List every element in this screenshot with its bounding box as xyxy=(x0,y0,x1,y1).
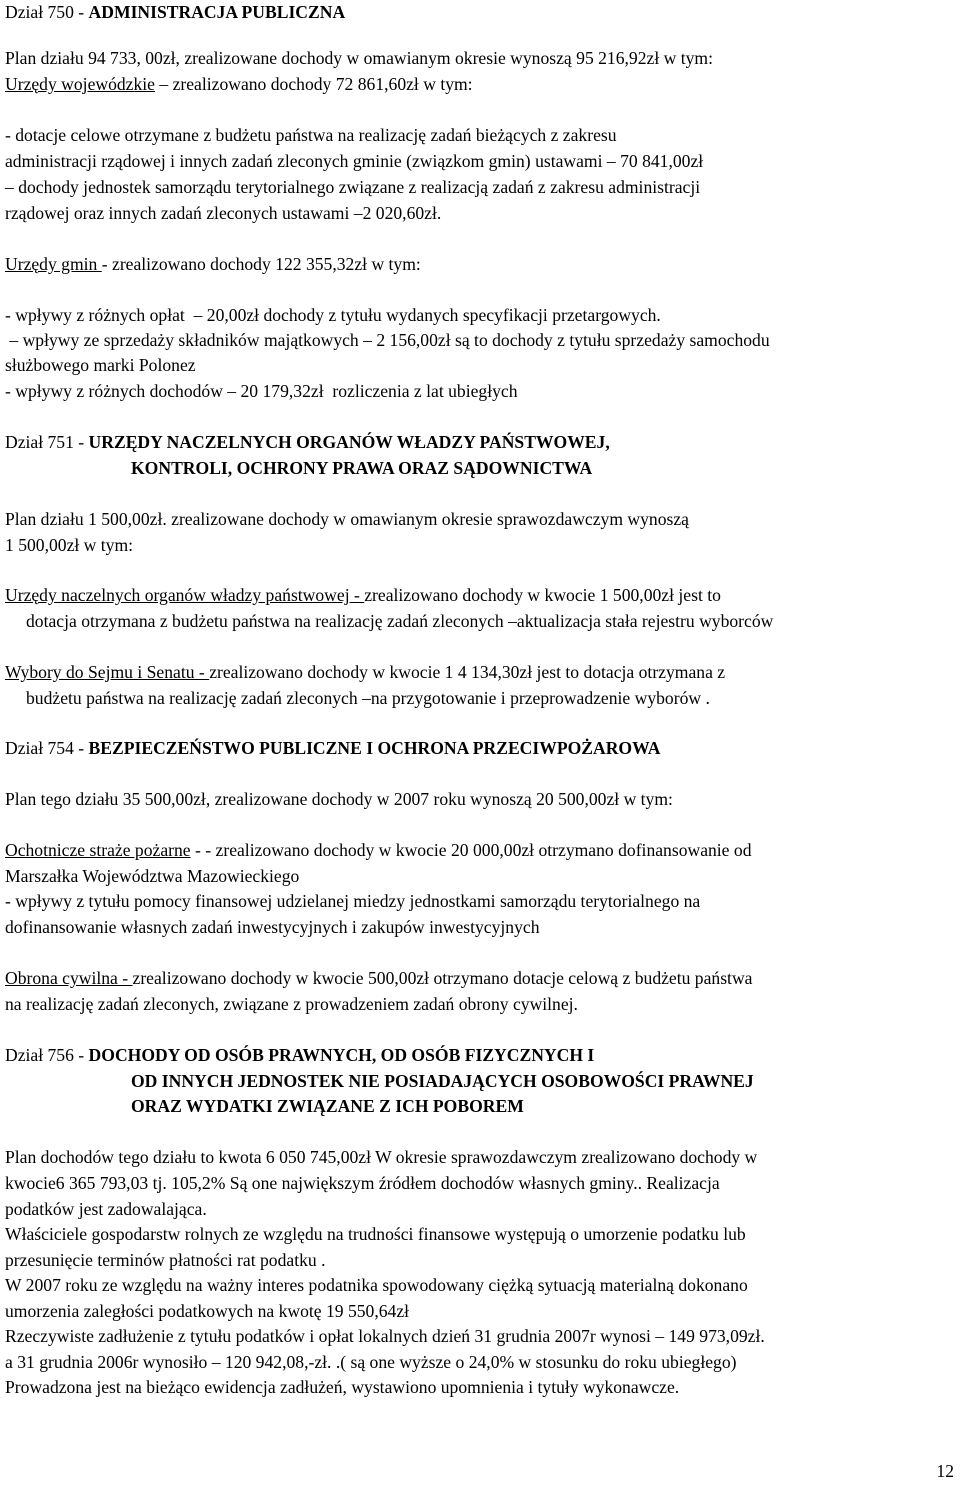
section-750-para-line-4: rządowej oraz innych zadań zleconych ustawami –2 020,60zł. xyxy=(5,203,442,223)
osp-line-3: - wpływy z tytułu pomocy finansowej udzielanej miedzy jednostkami samorządu terytorialnego na xyxy=(5,891,701,911)
urzedy-gmin-line: Urzędy gmin - zrealizowano dochody 122 355,32zł w tym: xyxy=(5,254,421,274)
urzedy-naczelnych-line-2: dotacja otrzymana z budżetu państwa na realizację zadań zleconych –aktualizacja stała rejestru wyborców xyxy=(26,611,774,631)
section-756-line-3: podatków jest zadowalająca. xyxy=(5,1199,207,1219)
section-750-heading: Dział 750 - ADMINISTRACJA PUBLICZNA xyxy=(5,2,346,22)
section-750-para-line-1: - dotacje celowe otrzymane z budżetu państwa na realizację zadań bieżących z zakresu xyxy=(5,125,617,145)
wplywy-line-2: – wpływy ze sprzedaży składników majątkowych – 2 156,00zł są to dochody z tytułu sprzedaży samochodu xyxy=(5,330,770,350)
section-756-line-5: przesunięcie terminów płatności rat podatku . xyxy=(5,1250,326,1270)
wybory-label: Wybory do Sejmu i Senatu - xyxy=(5,662,210,682)
section-754-plan: Plan tego działu 35 500,00zł, zrealizowane dochody w 2007 roku wynoszą 20 500,00zł w tym: xyxy=(5,789,673,809)
section-751-plan-line-2: 1 500,00zł w tym: xyxy=(5,535,134,555)
section-750-para-line-3: – dochody jednostek samorządu terytorialnego związane z realizacją zadań z zakresu administracji xyxy=(5,177,701,197)
section-756-line-8: Rzeczywiste zadłużenie z tytułu podatków i opłat lokalnych dzień 31 grudnia 2007r wynosi – 149 973,09zł. xyxy=(5,1326,765,1346)
osp-line-2: Marszałka Województwa Mazowieckiego xyxy=(5,866,300,886)
urzedy-wojewodzkie-label: Urzędy wojewódzkie xyxy=(5,74,155,94)
section-756-title-3: ORAZ WYDATKI ZWIĄZANE Z ICH POBOREM xyxy=(131,1096,524,1116)
wybory-line: Wybory do Sejmu i Senatu - zrealizowano dochody w kwocie 1 4 134,30zł jest to dotacja otrzymana z xyxy=(5,662,726,682)
section-750-title: ADMINISTRACJA PUBLICZNA xyxy=(88,2,346,22)
urzedy-gmin-label: Urzędy gmin xyxy=(5,254,102,274)
osp-label: Ochotnicze straże pożarne xyxy=(5,840,191,860)
section-756-line-6: W 2007 roku ze względu na ważny interes podatnika spowodowany ciężką sytuacją materialną dokonano xyxy=(5,1275,748,1295)
section-756-line-9: a 31 grudnia 2006r wynosiło – 120 942,08,-zł. .( są one wyższe o 24,0% w stosunku do roku ubiegłego) xyxy=(5,1352,737,1372)
section-750-plan: Plan działu 94 733, 00zł, zrealizowane dochody w omawianym okresie wynoszą 95 216,92zł w tym: xyxy=(5,48,713,68)
osp-line-4: dofinansowanie własnych zadań inwestycyjnych i zakupów inwestycyjnych xyxy=(5,917,540,937)
urzedy-naczelnych-line: Urzędy naczelnych organów władzy państwowej - zrealizowano dochody w kwocie 1 500,00zł jest to xyxy=(5,585,721,605)
wplywy-line-1: - wpływy z różnych opłat – 20,00zł dochody z tytułu wydanych specyfikacji przetargowych. xyxy=(5,305,661,325)
section-756-title-1: DOCHODY OD OSÓB PRAWNYCH, OD OSÓB FIZYCZNYCH I xyxy=(88,1045,595,1065)
page-number: 12 xyxy=(936,1461,954,1481)
obrona-cywilna-line-2: na realizację zadań zleconych, związane z prowadzeniem zadań obrony cywilnej. xyxy=(5,994,578,1014)
section-751-title-1: URZĘDY NACZELNYCH ORGANÓW WŁADZY PAŃSTWOWEJ, xyxy=(88,432,610,452)
section-756-title-2: OD INNYCH JEDNOSTEK NIE POSIADAJĄCYCH OSOBOWOŚCI PRAWNEJ xyxy=(131,1071,754,1091)
section-756-line-1: Plan dochodów tego działu to kwota 6 050 745,00zł W okresie sprawozdawczym zrealizowano dochody w xyxy=(5,1147,758,1167)
section-754-heading: Dział 754 - BEZPIECZEŃSTWO PUBLICZNE I OCHRONA PRZECIWPOŻAROWA xyxy=(5,738,661,758)
section-756-line-7: umorzenia zaległości podatkowych na kwotę 19 550,64zł xyxy=(5,1301,410,1321)
section-751-heading: Dział 751 - URZĘDY NACZELNYCH ORGANÓW WŁADZY PAŃSTWOWEJ, xyxy=(5,432,610,452)
section-756-line-2: kwocie6 365 793,03 tj. 105,2% Są one największym źródłem dochodów własnych gminy.. Realizacja xyxy=(5,1173,720,1193)
urzedy-wojewodzkie-line: Urzędy wojewódzkie – zrealizowano dochody 72 861,60zł w tym: xyxy=(5,74,473,94)
section-754-title: BEZPIECZEŃSTWO PUBLICZNE I OCHRONA PRZECIWPOŻAROWA xyxy=(88,738,661,758)
section-751-title-2: KONTROLI, OCHRONY PRAWA ORAZ SĄDOWNICTWA xyxy=(131,458,593,478)
section-751-plan-line-1: Plan działu 1 500,00zł. zrealizowane dochody w omawianym okresie sprawozdawczym wynoszą xyxy=(5,509,689,529)
urzedy-naczelnych-label: Urzędy naczelnych organów władzy państwowej - xyxy=(5,585,365,605)
section-750-para-line-2: administracji rządowej i innych zadań zleconych gminie (związkom gmin) ustawami – 70 841,00zł xyxy=(5,151,704,171)
wplywy-line-3: służbowego marki Polonez xyxy=(5,355,196,375)
wybory-line-2: budżetu państwa na realizację zadań zleconych –na przygotowanie i przeprowadzenie wyborów . xyxy=(26,688,710,708)
wplywy-line-4: - wpływy z różnych dochodów – 20 179,32zł rozliczenia z lat ubiegłych xyxy=(5,381,518,401)
obrona-cywilna-line: Obrona cywilna - zrealizowano dochody w kwocie 500,00zł otrzymano dotacje celową z budżetu państwa xyxy=(5,968,753,988)
osp-line: Ochotnicze straże pożarne - - zrealizowano dochody w kwocie 20 000,00zł otrzymano dofinansowanie od xyxy=(5,840,752,860)
section-756-heading: Dział 756 - DOCHODY OD OSÓB PRAWNYCH, OD OSÓB FIZYCZNYCH I xyxy=(5,1045,595,1065)
obrona-cywilna-label: Obrona cywilna - xyxy=(5,968,133,988)
section-756-line-4: Właściciele gospodarstw rolnych ze względu na trudności finansowe występują o umorzenie podatku lub xyxy=(5,1224,746,1244)
section-756-line-10: Prowadzona jest na bieżąco ewidencja zadłużeń, wystawiono upomnienia i tytuły wykonawcze. xyxy=(5,1377,680,1397)
